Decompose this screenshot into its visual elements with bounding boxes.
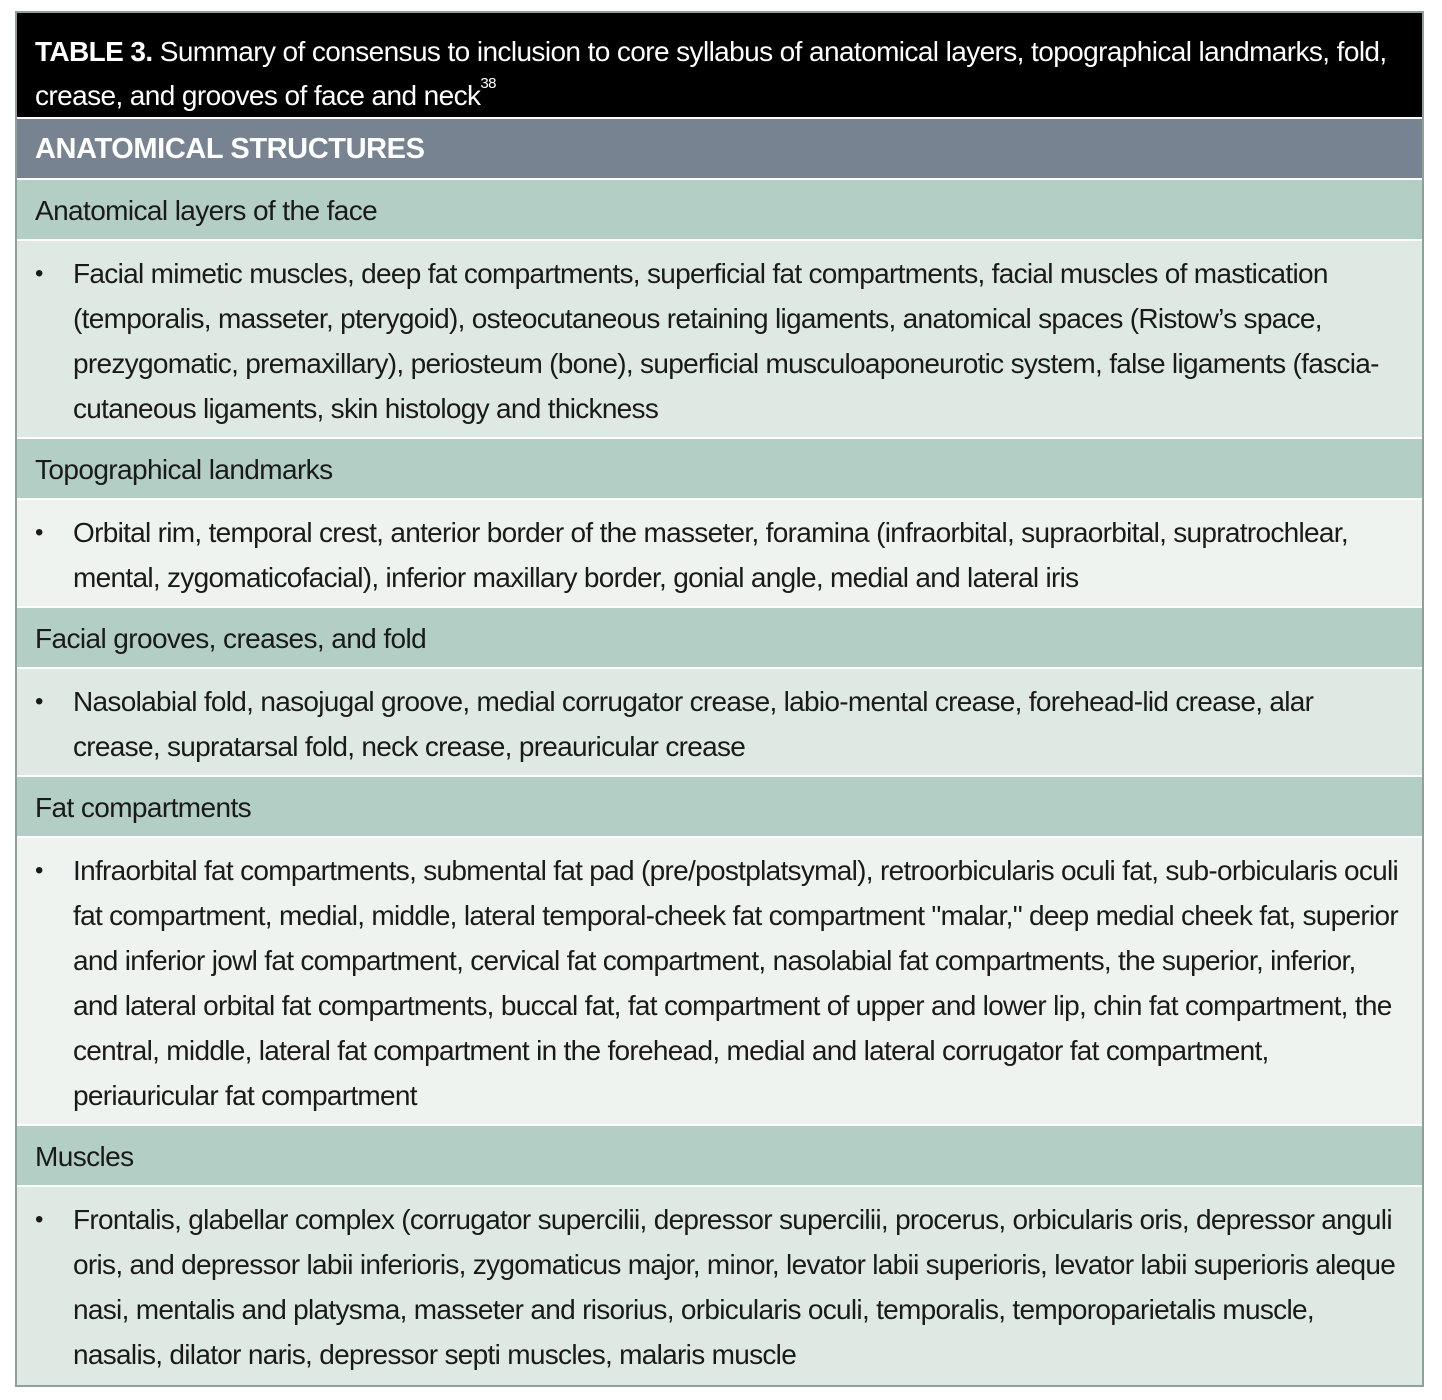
list-item: [35, 251, 1404, 431]
bullet-icon: •: [35, 519, 43, 546]
list-item: [35, 679, 1404, 769]
section-body-facial-grooves: [17, 669, 1422, 777]
section-body-topographical-landmarks: [17, 500, 1422, 608]
table-header: ANATOMICAL STRUCTURES: [17, 119, 1422, 180]
bullet-icon: •: [35, 1206, 43, 1233]
section-heading-anatomical-layers: Anatomical layers of the face: [17, 180, 1422, 241]
table-title: [17, 13, 1422, 119]
section-heading-fat-compartments: Fat compartments: [17, 777, 1422, 838]
section-body-fat-compartments: [17, 838, 1422, 1126]
list-item: [35, 848, 1404, 1118]
section-body-muscles: [17, 1187, 1422, 1385]
section-heading-topographical-landmarks: Topographical landmarks: [17, 439, 1422, 500]
table-title-reference: 38: [480, 75, 496, 92]
list-item-text: Frontalis, glabellar complex (corrugator supercilii, depressor supercilii, procerus, orbicularis oris, depressor anguli oris, and depressor labii inferioris, zygomaticus major, minor, levator labii superioris, levator labii superioris aleque nasi, mentalis and platysma, masseter and risorius, orbicularis oculi, temporalis, temporoparietalis muscle, nasalis, dilator naris, depressor septi muscles, malaris muscle: [73, 1204, 1396, 1370]
section-heading-muscles: Muscles: [17, 1126, 1422, 1187]
list-item: [35, 1197, 1404, 1377]
list-item-text: Orbital rim, temporal crest, anterior border of the masseter, foramina (infraorbital, supraorbital, supratrochlear, mental, zygomaticofacial), inferior maxillary border, gonial angle, medial and lateral iris: [73, 517, 1348, 593]
section-body-anatomical-layers: [17, 241, 1422, 439]
list-item-text: Facial mimetic muscles, deep fat compartments, superficial fat compartments, facial muscles of mastication (temporalis, masseter, pterygoid), osteocutaneous retaining ligaments, anatomical spaces (Ristow’s space, prezygomatic, premaxillary), periosteum (bone), superficial musculoaponeurotic system, false ligaments (fascia-cutaneous ligaments, skin histology and thickness: [73, 258, 1379, 424]
list-item: [35, 510, 1404, 600]
bullet-icon: •: [35, 260, 43, 287]
section-heading-facial-grooves: Facial grooves, creases, and fold: [17, 608, 1422, 669]
table-3: [15, 11, 1424, 1387]
list-item-text: Infraorbital fat compartments, submental fat pad (pre/postplatsymal), retroorbicularis oculi fat, sub-orbicularis oculi fat compartment, medial, middle, lateral temporal-cheek fat compartment "malar," deep medial cheek fat, superior and inferior jowl fat compartment, cervical fat compartment, nasolabial fat compartments, the superior, inferior, and lateral orbital fat compartments, buccal fat, fat compartment of upper and lower lip, chin fat compartment, the central, middle, lateral fat compartment in the forehead, medial and lateral corrugator fat compartment, periauricular fat compartment: [73, 855, 1399, 1111]
table-title-text: Summary of consensus to inclusion to core syllabus of anatomical layers, topographical landmarks, fold, crease, and grooves of face and neck: [35, 36, 1387, 111]
list-item-text: Nasolabial fold, nasojugal groove, medial corrugator crease, labio-mental crease, forehead-lid crease, alar crease, supratarsal fold, neck crease, preauricular crease: [73, 686, 1314, 762]
table-title-label: TABLE 3.: [35, 36, 153, 67]
bullet-icon: •: [35, 857, 43, 884]
bullet-icon: •: [35, 688, 43, 715]
